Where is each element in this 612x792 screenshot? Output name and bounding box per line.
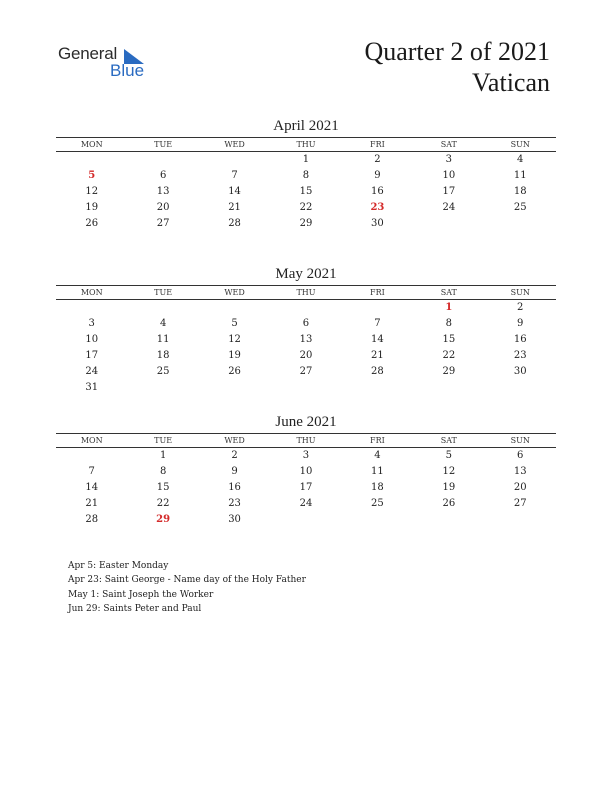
- week-row: [56, 512, 556, 528]
- day-cell: 22: [299, 202, 313, 213]
- weekday-label: TUE: [154, 140, 173, 149]
- day-cell: 19: [442, 482, 456, 493]
- holiday-note: Jun 29: Saints Peter and Paul: [68, 603, 202, 614]
- holiday-note: May 1: Saint Joseph the Worker: [68, 589, 214, 600]
- title-country: Vatican: [472, 68, 550, 97]
- day-cell: 7: [88, 466, 95, 477]
- day-cell: 30: [371, 218, 384, 229]
- day-cell: 14: [371, 334, 384, 345]
- week-row: [56, 152, 556, 168]
- day-cell: 22: [156, 498, 170, 509]
- empty-day-cell: [199, 380, 270, 396]
- weekday-header: [56, 285, 556, 300]
- holiday-notes: [68, 559, 306, 616]
- day-cell: 11: [513, 170, 527, 181]
- day-cell: 28: [85, 514, 99, 525]
- day-cell: 17: [442, 186, 456, 197]
- day-cell: 10: [442, 170, 456, 181]
- day-cell: 18: [156, 350, 170, 361]
- weekday-label: SAT: [440, 288, 457, 297]
- empty-day-cell: [270, 380, 341, 396]
- day-cell: 29: [299, 218, 313, 229]
- empty-day-cell: [56, 300, 127, 316]
- weekday-label: WED: [224, 140, 245, 149]
- empty-day-cell: [413, 380, 484, 396]
- weekday-label: MON: [80, 288, 103, 297]
- holiday-day-cell: 23: [370, 202, 385, 213]
- weekday-label: THU: [296, 288, 316, 297]
- day-cell: 6: [159, 170, 167, 181]
- holiday-note: Apr 23: Saint George - Name day of the Holy Father: [68, 575, 306, 586]
- weekday-label: TUE: [154, 288, 173, 297]
- day-cell: 4: [517, 154, 524, 165]
- day-cell: 17: [85, 350, 99, 361]
- week-row: [56, 348, 556, 364]
- week-row: [56, 216, 556, 232]
- day-cell: 31: [85, 382, 99, 393]
- weekday-label: SAT: [440, 140, 457, 149]
- day-cell: 8: [302, 170, 310, 181]
- weekday-label: WED: [224, 436, 245, 445]
- day-cell: 8: [159, 466, 167, 477]
- weekday-label: TUE: [154, 436, 173, 445]
- day-cell: 19: [85, 202, 99, 213]
- day-cell: 4: [374, 450, 381, 461]
- logo-text-blue: Blue: [110, 61, 145, 80]
- empty-day-cell: [56, 448, 127, 464]
- day-cell: 13: [299, 334, 313, 345]
- day-cell: 27: [156, 218, 170, 229]
- week-row: [56, 380, 556, 396]
- day-cell: 2: [231, 450, 238, 461]
- empty-day-cell: [127, 152, 198, 168]
- day-cell: 28: [228, 218, 241, 229]
- day-cell: 15: [299, 186, 313, 197]
- empty-day-cell: [127, 380, 198, 396]
- holiday-day-cell: 29: [156, 514, 171, 525]
- empty-day-cell: [342, 512, 413, 528]
- day-cell: 25: [156, 366, 170, 377]
- empty-day-cell: [56, 152, 127, 168]
- day-cell: 19: [228, 350, 241, 361]
- day-cell: 6: [302, 318, 310, 329]
- day-cell: 16: [228, 482, 241, 493]
- empty-day-cell: [485, 380, 556, 396]
- day-cell: 12: [85, 186, 99, 197]
- month-title: April 2021: [273, 118, 339, 134]
- page-title: [364, 36, 550, 98]
- empty-day-cell: [270, 512, 341, 528]
- day-cell: 11: [371, 466, 384, 477]
- day-cell: 16: [513, 334, 527, 345]
- day-cell: 26: [442, 498, 456, 509]
- week-row: [56, 332, 556, 348]
- day-cell: 10: [85, 334, 99, 345]
- day-cell: 20: [513, 482, 527, 493]
- holiday-note: Apr 5: Easter Monday: [68, 561, 169, 571]
- day-cell: 3: [302, 450, 310, 461]
- day-cell: 25: [371, 498, 384, 509]
- day-cell: 21: [85, 498, 99, 509]
- day-cell: 15: [442, 334, 456, 345]
- day-cell: 10: [299, 466, 313, 477]
- day-cell: 1: [302, 154, 310, 165]
- empty-day-cell: [413, 216, 484, 232]
- weekday-label: THU: [296, 436, 316, 445]
- day-cell: 9: [517, 318, 524, 329]
- weekday-label: FRI: [370, 436, 385, 445]
- day-cell: 12: [442, 466, 456, 477]
- empty-day-cell: [485, 512, 556, 528]
- day-cell: 21: [228, 202, 241, 213]
- week-row: [56, 200, 556, 216]
- day-cell: 27: [513, 498, 527, 509]
- day-cell: 2: [374, 154, 381, 165]
- week-row: [56, 316, 556, 332]
- day-cell: 3: [445, 154, 452, 165]
- day-cell: 20: [156, 202, 170, 213]
- weekday-label: THU: [296, 140, 316, 149]
- day-cell: 11: [156, 334, 170, 345]
- day-cell: 14: [85, 482, 99, 493]
- month-title: June 2021: [275, 414, 337, 430]
- day-cell: 23: [228, 498, 241, 509]
- week-row: [56, 168, 556, 184]
- day-cell: 30: [228, 514, 241, 525]
- day-cell: 4: [159, 318, 167, 329]
- weekday-label: MON: [80, 436, 103, 445]
- weekday-header: [56, 137, 556, 152]
- month-april: [56, 116, 556, 232]
- day-cell: 23: [513, 350, 527, 361]
- week-row: [56, 464, 556, 480]
- day-cell: 18: [371, 482, 384, 493]
- day-cell: 26: [85, 218, 99, 229]
- day-cell: 24: [85, 366, 99, 377]
- week-row: [56, 496, 556, 512]
- weekday-label: FRI: [370, 140, 385, 149]
- month-june: [56, 412, 556, 528]
- empty-day-cell: [199, 152, 270, 168]
- day-cell: 24: [442, 202, 456, 213]
- weekday-label: MON: [80, 140, 103, 149]
- day-cell: 9: [374, 170, 381, 181]
- month-title: May 2021: [275, 266, 337, 282]
- day-cell: 2: [517, 302, 524, 313]
- weekday-label: FRI: [370, 288, 385, 297]
- day-cell: 3: [88, 318, 95, 329]
- week-row: [56, 300, 556, 316]
- day-cell: 7: [374, 318, 381, 329]
- week-row: [56, 184, 556, 200]
- empty-day-cell: [270, 300, 341, 316]
- day-cell: 27: [299, 366, 313, 377]
- day-cell: 15: [156, 482, 170, 493]
- day-cell: 20: [299, 350, 313, 361]
- day-cell: 12: [228, 334, 241, 345]
- day-cell: 28: [371, 366, 384, 377]
- empty-day-cell: [485, 216, 556, 232]
- day-cell: 29: [442, 366, 456, 377]
- empty-day-cell: [413, 512, 484, 528]
- day-cell: 13: [156, 186, 170, 197]
- day-cell: 6: [517, 450, 524, 461]
- day-cell: 9: [231, 466, 238, 477]
- week-row: [56, 364, 556, 380]
- day-cell: 17: [299, 482, 313, 493]
- empty-day-cell: [199, 300, 270, 316]
- day-cell: 21: [371, 350, 384, 361]
- month-may: [56, 264, 556, 396]
- week-row: [56, 448, 556, 464]
- day-cell: 24: [299, 498, 313, 509]
- empty-day-cell: [342, 300, 413, 316]
- title-quarter: Quarter 2 of 2021: [364, 37, 550, 66]
- day-cell: 7: [231, 170, 238, 181]
- holiday-day-cell: 5: [88, 170, 96, 181]
- day-cell: 26: [228, 366, 241, 377]
- day-cell: 5: [231, 318, 238, 329]
- weekday-label: SUN: [510, 140, 530, 149]
- empty-day-cell: [342, 380, 413, 396]
- weekday-label: SUN: [510, 436, 530, 445]
- logo-text-general: General: [58, 44, 118, 63]
- day-cell: 14: [228, 186, 241, 197]
- day-cell: 18: [513, 186, 527, 197]
- day-cell: 5: [445, 450, 452, 461]
- day-cell: 22: [442, 350, 456, 361]
- day-cell: 16: [371, 186, 384, 197]
- weekday-label: SAT: [440, 436, 457, 445]
- day-cell: 25: [513, 202, 527, 213]
- week-row: [56, 480, 556, 496]
- day-cell: 13: [513, 466, 527, 477]
- weekday-label: WED: [224, 288, 245, 297]
- logo: [58, 44, 158, 80]
- day-cell: 1: [159, 450, 167, 461]
- empty-day-cell: [127, 300, 198, 316]
- weekday-label: SUN: [510, 288, 530, 297]
- day-cell: 8: [445, 318, 452, 329]
- weekday-header: [56, 433, 556, 448]
- day-cell: 30: [513, 366, 527, 377]
- holiday-day-cell: 1: [445, 302, 453, 313]
